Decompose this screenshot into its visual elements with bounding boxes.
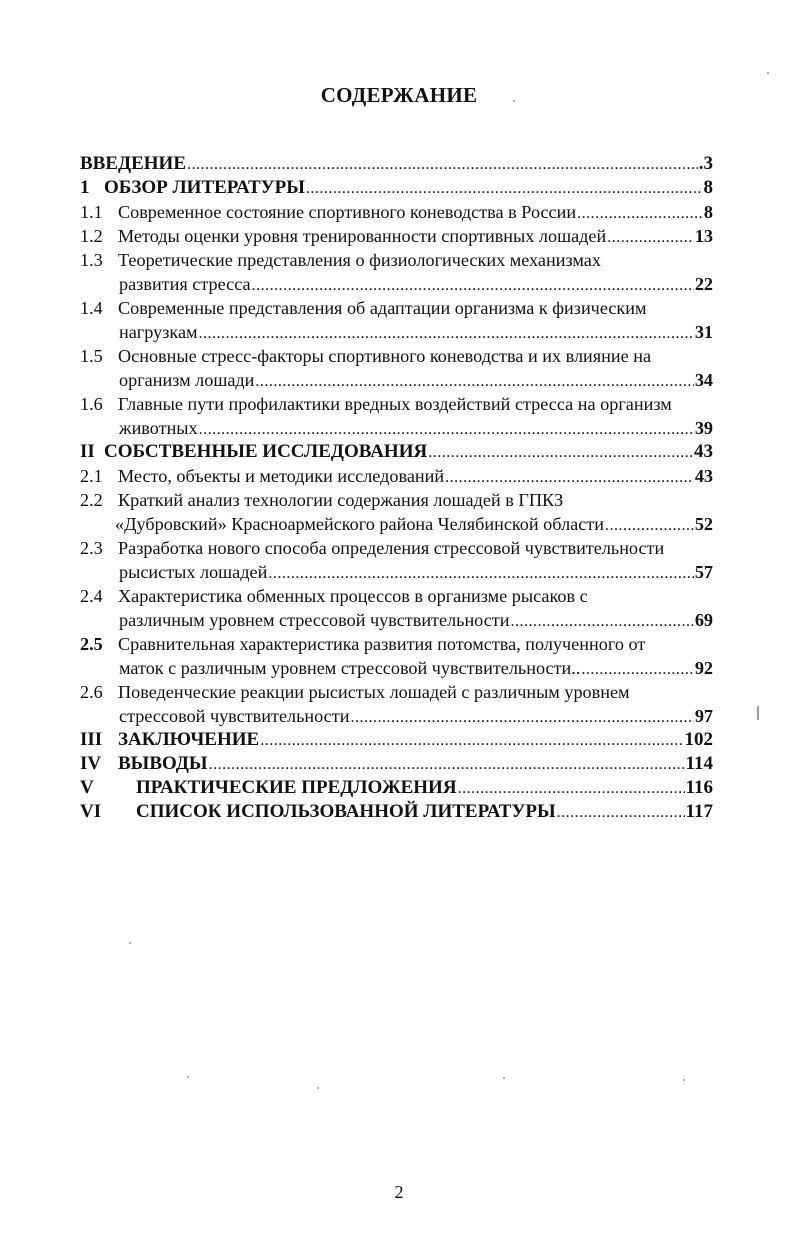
- scan-speck: [767, 72, 769, 74]
- leader-dots: [428, 441, 693, 464]
- toc-entry-text: развития стресса: [119, 274, 251, 294]
- scan-speck: [187, 1076, 189, 1078]
- toc-entry-text: ВВЕДЕНИЕ: [80, 153, 186, 174]
- toc-entry-text: Разработка нового способа определения стрессовой чувствительности: [118, 538, 665, 558]
- toc-page-number: 43: [694, 441, 713, 462]
- leader-dots: [306, 177, 703, 200]
- page-number: 2: [394, 1182, 404, 1202]
- leader-dots: [187, 153, 698, 176]
- page-title: СОДЕРЖАНИЕ: [320, 83, 478, 107]
- toc-entry-number: 1.2: [80, 226, 103, 246]
- leader-dots: [255, 370, 693, 392]
- table-of-contents: [80, 152, 713, 824]
- leader-dots: [209, 753, 685, 776]
- toc-entry-text: Теоретические представления о физиологических механизмах: [118, 250, 601, 270]
- leader-dots: [557, 801, 685, 824]
- scan-speck: [757, 706, 759, 720]
- toc-entry-chapter-3[interactable]: [80, 728, 713, 752]
- toc-entry-chapter-1[interactable]: [80, 176, 713, 200]
- toc-page-number: 57: [694, 562, 713, 582]
- toc-page-number: 52: [694, 514, 713, 534]
- toc-entry-1-5-line-1[interactable]: [80, 344, 713, 368]
- toc-entry-text: Основные стресс-факторы спортивного коневодства и их влияние на: [118, 346, 652, 366]
- toc-entry-2-2-line-1[interactable]: [80, 488, 713, 512]
- toc-entry-1-5-line-2[interactable]: [80, 368, 713, 392]
- toc-entry-text: Краткий анализ технологии содержания лошадей в ГПКЗ: [118, 490, 564, 510]
- toc-entry-text: животных: [119, 418, 198, 438]
- toc-entry-number: 2.2: [80, 490, 103, 510]
- toc-entry-text: Главные пути профилактики вредных воздействий стресса на организм: [118, 394, 672, 414]
- leader-dots: [605, 514, 694, 536]
- toc-entry-number: 2.1: [80, 466, 103, 486]
- leader-dots: [199, 322, 694, 344]
- toc-entry-number: 1.1: [80, 202, 103, 222]
- toc-entry-number: IV: [80, 753, 102, 774]
- leader-dots: [199, 418, 694, 440]
- toc-entry-1-4-line-2[interactable]: [80, 320, 713, 344]
- toc-entry-number: 1.6: [80, 394, 103, 414]
- leader-dots: [350, 706, 693, 728]
- leader-dots: [268, 562, 694, 584]
- toc-entry-text: ЗАКЛЮЧЕНИЕ: [118, 729, 260, 750]
- toc-entry-text: ОБЗОР ЛИТЕРАТУРЫ: [104, 177, 305, 198]
- toc-entry-number: III: [80, 729, 103, 750]
- leader-dots: [252, 274, 694, 296]
- toc-entry-2-5-line-1[interactable]: [80, 632, 713, 656]
- leader-dots: [607, 226, 694, 248]
- toc-entry-text: Современные представления об адаптации организма к физическим: [118, 298, 647, 318]
- toc-page-number: 8: [703, 202, 713, 222]
- toc-entry-number: 1.5: [80, 346, 103, 366]
- leader-dots: [260, 729, 683, 752]
- toc-page-number: 43: [694, 466, 713, 486]
- toc-entry-number: II: [80, 441, 95, 462]
- toc-entry-2-1[interactable]: [80, 464, 713, 488]
- toc-entry-1-2[interactable]: [80, 224, 713, 248]
- toc-page-number: 13: [694, 226, 713, 246]
- toc-entry-text: нагрузкам: [119, 322, 198, 342]
- toc-entry-number: 1: [80, 177, 90, 198]
- toc-entry-1-4-line-1[interactable]: [80, 296, 713, 320]
- toc-page-number: 102: [684, 729, 713, 750]
- scan-speck: [513, 100, 515, 102]
- toc-entry-2-6-line-1[interactable]: [80, 680, 713, 704]
- toc-entry-text: Место, объекты и методики исследований: [118, 466, 445, 486]
- toc-entry-intro[interactable]: [80, 152, 713, 176]
- toc-entry-2-4-line-1[interactable]: [80, 584, 713, 608]
- toc-entry-text: Сравнительная характеристика развития потомства, полученного от: [118, 634, 646, 654]
- toc-entry-1-6-line-2[interactable]: [80, 416, 713, 440]
- toc-page-number: 34: [694, 370, 713, 390]
- toc-entry-1-6-line-1[interactable]: [80, 392, 713, 416]
- toc-entry-chapter-4[interactable]: [80, 752, 713, 776]
- toc-page-number: 97: [694, 706, 713, 726]
- leader-dots: [458, 777, 685, 800]
- toc-entry-number: VI: [80, 801, 102, 822]
- leader-dots: [510, 610, 693, 632]
- toc-entry-2-2-line-2[interactable]: [80, 512, 713, 536]
- toc-entry-chapter-6[interactable]: [80, 800, 713, 824]
- toc-entry-chapter-2[interactable]: [80, 440, 713, 464]
- toc-entry-number: 1.3: [80, 250, 103, 270]
- toc-entry-text: ПРАКТИЧЕСКИЕ ПРЕДЛОЖЕНИЯ: [136, 777, 457, 798]
- toc-entry-2-4-line-2[interactable]: [80, 608, 713, 632]
- toc-entry-number: 2.6: [80, 682, 103, 702]
- toc-entry-1-3-line-1[interactable]: [80, 248, 713, 272]
- scan-speck: [129, 942, 131, 944]
- toc-entry-text: Современное состояние спортивного коневодства в России: [118, 202, 577, 222]
- scan-speck: [683, 1079, 685, 1081]
- scan-speck: [317, 1087, 319, 1089]
- leader-dots: [577, 202, 703, 224]
- toc-entry-number: 2.5: [80, 634, 103, 654]
- toc-entry-text: «Дубровский» Красноармейского района Челябинской области: [115, 514, 604, 534]
- toc-page-number: 22: [694, 274, 713, 294]
- toc-page-number: 114: [685, 753, 713, 774]
- toc-entry-number: V: [80, 777, 94, 798]
- toc-entry-text: различным уровнем стрессовой чувствительности: [119, 610, 510, 630]
- toc-entry-text: Методы оценки уровня тренированности спортивных лошадей: [118, 226, 607, 246]
- toc-page-number: 116: [685, 777, 713, 798]
- toc-entry-1-3-line-2[interactable]: [80, 272, 713, 296]
- toc-entry-text: Характеристика обменных процессов в организме рысаков с: [118, 586, 588, 606]
- toc-entry-chapter-5[interactable]: [80, 776, 713, 800]
- toc-entry-2-3-line-2[interactable]: [80, 560, 713, 584]
- toc-entry-number: 1.4: [80, 298, 103, 318]
- toc-entry-text: Поведенческие реакции рысистых лошадей с различным уровнем: [118, 682, 630, 702]
- toc-entry-2-6-line-2[interactable]: [80, 704, 713, 728]
- toc-entry-text: маток с различным уровнем стрессовой чувствительности..: [119, 658, 581, 678]
- toc-page-number: 8: [703, 177, 713, 198]
- toc-entry-1-1[interactable]: [80, 200, 713, 224]
- toc-page-number: 69: [694, 610, 713, 630]
- toc-entry-2-3-line-1[interactable]: [80, 536, 713, 560]
- toc-entry-text: стрессовой чувствительности: [119, 706, 350, 726]
- toc-entry-text: СПИСОК ИСПОЛЬЗОВАННОЙ ЛИТЕРАТУРЫ: [136, 801, 556, 822]
- toc-page-number: 31: [694, 322, 713, 342]
- toc-entry-text: рысистых лошадей: [119, 562, 268, 582]
- toc-page-number: 117: [685, 801, 713, 822]
- toc-page-number: 39: [694, 418, 713, 438]
- toc-entry-text: СОБСТВЕННЫЕ ИССЛЕДОВАНИЯ: [104, 441, 428, 462]
- toc-entry-2-5-line-2[interactable]: [80, 656, 713, 680]
- toc-entry-number: 2.3: [80, 538, 103, 558]
- toc-page-number: .3: [698, 153, 713, 174]
- toc-entry-text: ВЫВОДЫ: [118, 753, 208, 774]
- toc-entry-number: 2.4: [80, 586, 103, 606]
- scan-speck: [503, 1077, 505, 1079]
- toc-page-number: 92: [694, 658, 713, 678]
- leader-dots: [445, 466, 694, 488]
- toc-entry-text: организм лошади: [119, 370, 255, 390]
- leader-dots: [581, 658, 693, 680]
